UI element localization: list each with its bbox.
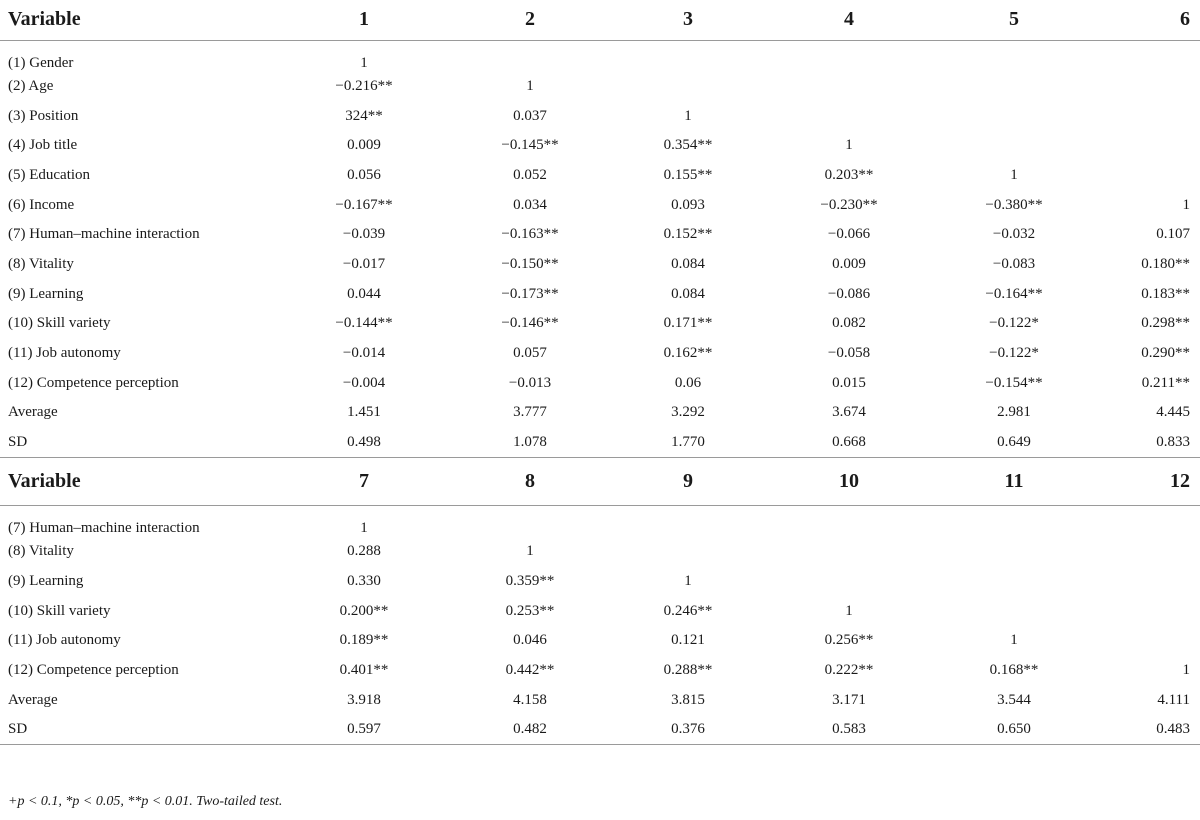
table-cell <box>944 72 1084 102</box>
column-header: 7 <box>290 457 438 505</box>
row-label: (2) Age <box>8 77 54 94</box>
row-label: (11) Job autonomy <box>8 632 121 649</box>
table-cell: −0.039 <box>342 226 386 243</box>
table-cell: 0.162** <box>663 345 713 362</box>
column-header: 6 <box>1084 0 1200 40</box>
table-cell <box>944 596 1084 626</box>
table-row <box>0 715 1200 745</box>
table-cell: 0.06 <box>674 374 702 391</box>
row-label: (8) Vitality <box>8 255 74 272</box>
table-cell: 1.770 <box>622 428 754 458</box>
table-cell <box>438 505 622 537</box>
table-cell: 0.171** <box>663 315 713 332</box>
table-cell: 1 <box>1010 632 1018 649</box>
row-label: Average <box>8 404 58 421</box>
table-cell <box>754 505 944 537</box>
table-cell: 0.354** <box>663 137 713 154</box>
table-cell: 0.246** <box>663 602 713 619</box>
table-cell <box>622 537 754 567</box>
column-header: 8 <box>438 457 622 505</box>
table-cell: 0.256** <box>824 632 874 649</box>
table-cell: 1 <box>845 602 853 619</box>
row-label: (4) Job title <box>8 137 78 154</box>
table-row <box>0 368 1200 398</box>
table-cell: −0.167** <box>335 196 393 213</box>
table-cell: −0.173** <box>501 285 559 302</box>
table-cell: 0.650 <box>944 715 1084 745</box>
table-cell <box>1084 567 1200 597</box>
table-cell: 0.376 <box>622 715 754 745</box>
table-cell: −0.164** <box>985 285 1043 302</box>
table-cell: 0.082 <box>832 315 866 332</box>
row-label: (11) Job autonomy <box>8 345 121 362</box>
table-cell: −0.380** <box>985 196 1043 213</box>
row-label: (12) Competence perception <box>8 374 179 391</box>
row-label: (1) Gender <box>8 54 74 71</box>
table-cell: 1 <box>684 572 692 589</box>
table-cell: 0.037 <box>513 107 547 124</box>
table-cell: 0.649 <box>944 428 1084 458</box>
table-cell: 0.084 <box>671 255 705 272</box>
table-row <box>0 40 1200 72</box>
table-cell: 0.833 <box>1084 428 1200 458</box>
table-cell <box>754 40 944 72</box>
table-cell: 0.034 <box>513 196 547 213</box>
table-cell: 0.121 <box>671 632 705 649</box>
table-cell: 1 <box>1182 196 1190 213</box>
table-cell: 0.401** <box>339 662 389 679</box>
table-row <box>0 131 1200 161</box>
table-cell: 0.211** <box>1141 374 1190 391</box>
table-cell <box>1084 626 1200 656</box>
table-cell: 0.015 <box>832 374 866 391</box>
table-cell: 1 <box>360 54 368 71</box>
row-label: (10) Skill variety <box>8 602 111 619</box>
table-cell: 1 <box>526 543 534 560</box>
column-header: 12 <box>1084 457 1200 505</box>
column-header: 4 <box>754 0 944 40</box>
table-cell <box>1084 505 1200 537</box>
table-row <box>0 339 1200 369</box>
table-cell: 3.292 <box>671 404 705 421</box>
table-cell <box>1084 537 1200 567</box>
table-cell: −0.122* <box>989 315 1039 332</box>
table-cell: 0.056 <box>347 166 381 183</box>
table-cell: 0.583 <box>754 715 944 745</box>
table-cell <box>622 72 754 102</box>
table-cell: 4.445 <box>1156 404 1190 421</box>
table-cell: 0.052 <box>513 166 547 183</box>
table-cell: 4.158 <box>513 691 547 708</box>
column-header-variable: Variable <box>0 0 290 40</box>
table-cell: 0.189** <box>339 632 389 649</box>
table-cell <box>622 505 754 537</box>
table-cell: 0.168** <box>989 662 1039 679</box>
table-cell: 3.171 <box>832 691 866 708</box>
column-header: 11 <box>944 457 1084 505</box>
table-row <box>0 279 1200 309</box>
table-cell <box>944 131 1084 161</box>
table-cell: −0.013 <box>508 374 552 391</box>
table-cell: 0.203** <box>824 166 874 183</box>
row-label: (9) Learning <box>8 572 84 589</box>
table-cell: 0.290** <box>1141 345 1190 362</box>
table-row <box>0 567 1200 597</box>
table-cell: 4.111 <box>1157 691 1190 708</box>
table-cell <box>754 537 944 567</box>
table-cell <box>944 101 1084 131</box>
table-cell: −0.032 <box>992 226 1036 243</box>
table-cell: 1 <box>360 519 368 536</box>
table-cell <box>438 40 622 72</box>
row-label: (12) Competence perception <box>8 662 179 679</box>
table-cell: 0.057 <box>513 345 547 362</box>
table-cell: 0.222** <box>824 662 874 679</box>
table-cell: 0.152** <box>663 226 713 243</box>
table-cell: 0.180** <box>1141 255 1190 272</box>
table-row <box>0 596 1200 626</box>
table-row <box>0 250 1200 280</box>
table-cell <box>1084 596 1200 626</box>
table-cell: −0.014 <box>342 345 386 362</box>
table-row <box>0 220 1200 250</box>
table-cell: 0.498 <box>290 428 438 458</box>
table-cell: 0.107 <box>1156 226 1190 243</box>
column-header: 5 <box>944 0 1084 40</box>
table-cell: 3.777 <box>513 404 547 421</box>
table-cell: −0.066 <box>827 226 871 243</box>
table-cell: 3.544 <box>997 691 1031 708</box>
table-cell <box>1084 131 1200 161</box>
table-cell: 0.155** <box>663 166 713 183</box>
table-cell: 1 <box>1010 166 1018 183</box>
table-cell: 0.288 <box>347 543 381 560</box>
table-cell: 1.451 <box>347 404 381 421</box>
row-label: (7) Human–machine interaction <box>8 519 200 536</box>
table-cell: 0.084 <box>671 285 705 302</box>
row-label: SD <box>0 715 290 745</box>
row-label: (9) Learning <box>8 285 84 302</box>
row-label: (10) Skill variety <box>8 315 111 332</box>
table-cell: −0.216** <box>335 77 393 94</box>
table-cell: 3.918 <box>347 691 381 708</box>
table-cell: 0.253** <box>505 602 555 619</box>
column-header: 3 <box>622 0 754 40</box>
column-header: 1 <box>290 0 438 40</box>
table-cell: 0.668 <box>754 428 944 458</box>
table-row <box>0 685 1200 715</box>
table-row <box>0 428 1200 458</box>
table-row <box>0 101 1200 131</box>
header-row-1 <box>0 0 1200 40</box>
table-cell: −0.083 <box>992 255 1036 272</box>
table-cell <box>944 537 1084 567</box>
table-row <box>0 309 1200 339</box>
table-cell: −0.230** <box>820 196 878 213</box>
column-header: 2 <box>438 0 622 40</box>
table-cell: −0.150** <box>501 255 559 272</box>
table-cell: −0.144** <box>335 315 393 332</box>
table-cell: 0.093 <box>671 196 705 213</box>
table-cell <box>944 505 1084 537</box>
table-cell: −0.145** <box>501 137 559 154</box>
table-cell: 0.046 <box>513 632 547 649</box>
row-label: (5) Education <box>8 166 91 183</box>
table-cell <box>622 40 754 72</box>
table-cell: −0.146** <box>501 315 559 332</box>
table-cell: 1 <box>684 107 692 124</box>
table-cell: 3.815 <box>671 691 705 708</box>
row-label: (8) Vitality <box>8 543 74 560</box>
table-cell: 0.298** <box>1141 315 1190 332</box>
table-cell <box>754 101 944 131</box>
table-row <box>0 656 1200 686</box>
table-cell <box>1084 72 1200 102</box>
table-cell: 324** <box>345 107 383 124</box>
table-cell: 0.483 <box>1084 715 1200 745</box>
table-cell: −0.122* <box>989 345 1039 362</box>
table-cell: −0.004 <box>342 374 386 391</box>
row-label: SD <box>0 428 290 458</box>
column-header-variable: Variable <box>0 457 290 505</box>
table-row <box>0 161 1200 191</box>
table-cell: 0.183** <box>1141 285 1190 302</box>
table-row <box>0 190 1200 220</box>
table-cell <box>754 567 944 597</box>
table-row <box>0 505 1200 537</box>
table-cell: −0.017 <box>342 255 386 272</box>
table-cell: 1 <box>1182 662 1190 679</box>
table-cell: 1 <box>845 137 853 154</box>
table-footnote: +p < 0.1, *p < 0.05, **p < 0.01. Two-tailed test. <box>8 794 283 809</box>
table-cell <box>754 72 944 102</box>
table-cell: −0.163** <box>501 226 559 243</box>
table-cell: −0.086 <box>827 285 871 302</box>
column-header: 9 <box>622 457 754 505</box>
table-cell: 2.981 <box>997 404 1031 421</box>
table-row <box>0 398 1200 428</box>
row-label: (7) Human–machine interaction <box>8 226 200 243</box>
table-cell: 3.674 <box>832 404 866 421</box>
table-cell <box>1084 101 1200 131</box>
table-cell: 0.597 <box>290 715 438 745</box>
table-cell: 1 <box>526 77 534 94</box>
table-row <box>0 537 1200 567</box>
header-row-2 <box>0 457 1200 505</box>
row-label: (3) Position <box>8 107 79 124</box>
table-cell: 0.442** <box>505 662 555 679</box>
table-cell <box>1084 161 1200 191</box>
table-cell: 0.009 <box>347 137 381 154</box>
table-cell: 0.359** <box>505 572 555 589</box>
table-cell: −0.058 <box>827 345 871 362</box>
table-row <box>0 72 1200 102</box>
table-cell: 0.200** <box>339 602 389 619</box>
column-header: 10 <box>754 457 944 505</box>
table-cell: 1.078 <box>438 428 622 458</box>
table-cell <box>944 567 1084 597</box>
row-label: (6) Income <box>8 196 75 213</box>
table-cell: 0.482 <box>438 715 622 745</box>
table-cell: 0.330 <box>347 572 381 589</box>
table-cell: 0.009 <box>832 255 866 272</box>
table-cell <box>1084 40 1200 72</box>
table-cell: −0.154** <box>985 374 1043 391</box>
table-row <box>0 626 1200 656</box>
table-cell <box>944 40 1084 72</box>
row-label: Average <box>8 691 58 708</box>
table-cell: 0.288** <box>663 662 713 679</box>
table-cell: 0.044 <box>347 285 381 302</box>
